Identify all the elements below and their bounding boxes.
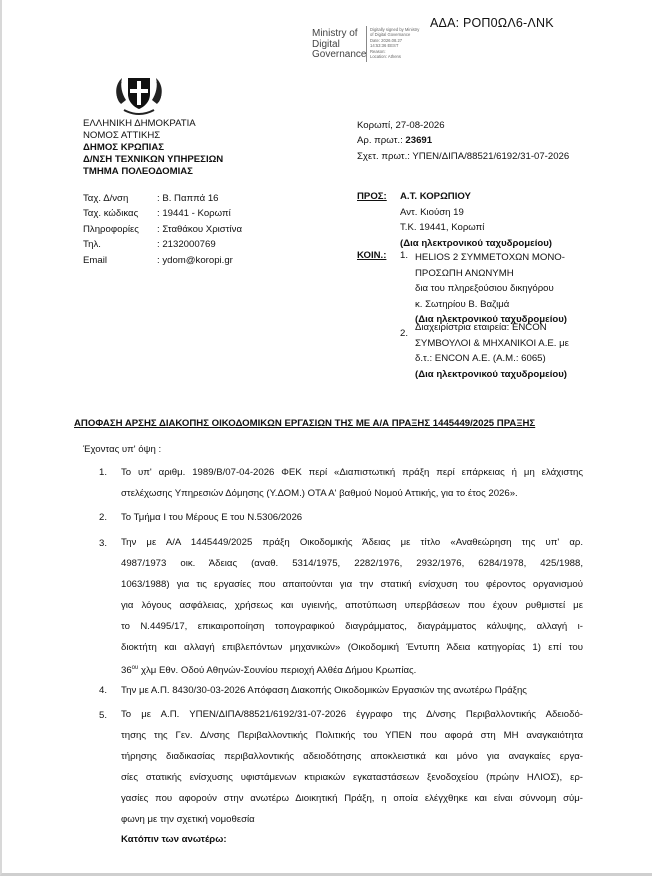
koin-note: (Δια ηλεκτρονικού ταχυδρομείου) (415, 368, 567, 380)
info-value: : Σταθάκου Χριστίνα (157, 223, 242, 235)
koin-line: Διαχειρίστρια εταιρεία: ENCON (415, 322, 547, 333)
info-label: Ταχ. κώδικας (83, 208, 139, 220)
ada-code: ΑΔΑ: ΡΟΠ0ΩΛ6-ΛΝΚ (430, 16, 554, 30)
item-number: 1. (99, 467, 108, 478)
koin-line: HELIOS 2 ΣΥΜΜΕΤΟΧΩΝ ΜΟΝΟ- (415, 252, 565, 263)
list-item (121, 462, 583, 504)
item-line-part: χλμ Εθν. Οδού Αθηνών-Σουνίου περιοχή Αλθέα Δήμου Κρωπίας. (138, 665, 417, 677)
protocol-number (357, 133, 569, 148)
info-value: : 2132000769 (157, 239, 216, 251)
list-item (121, 704, 583, 830)
recipient-name: Α.Τ. ΚΟΡΩΠΙΟΥ (400, 191, 471, 202)
closing-text: Κατόπιν των ανωτέρω: (121, 834, 227, 845)
item-number: 2. (99, 512, 108, 523)
koin-line: ΣΥΜΒΟΥΛΟΙ & ΜΗΧΑΝΙΚΟΙ Α.Ε. με (415, 337, 569, 349)
info-value: : 19441 - Κορωπί (157, 208, 231, 220)
signature-line: of Digital Governance (370, 32, 411, 38)
related-protocol: Σχετ. πρωτ.: ΥΠΕΝ/ΔΙΠΑ/88521/6192/31-07-2026 (357, 150, 570, 162)
koin-line: δια του πληρεξούσιου δικηγόρου (415, 283, 554, 294)
item-line: Το Τμήμα Ι του Μέρους Ε του Ν.5306/2026 (121, 512, 303, 523)
sender-info-labels (83, 191, 139, 268)
item-line: 4987/1973 οικ. Άδειας (αναθ. 5314/1975, 2282/1976, 2932/1976, 6284/1978, 425/1988, (121, 558, 583, 569)
sender-line: ΤΜΗΜΑ ΠΟΛΕΟΔΟΜΙΑΣ (83, 166, 193, 178)
ministry-line: Ministry of (312, 28, 358, 39)
item-line: Το υπ' αριθμ. 1989/Β/07-04-2026 ΦΕΚ περί «Διαπιστωτική πράξη περί επάρκειας ή μη ελάχιστης (121, 467, 583, 478)
koin-item-number: 1. (400, 250, 409, 261)
list-item (121, 680, 583, 701)
signature-line: Digitally signed by Ministry (370, 27, 420, 32)
item-number: 3. (99, 538, 108, 549)
info-value: : ydom@koropi.gr (157, 254, 233, 266)
item-line: για λόγους ασφάλειας, χρήσεως και υγιεινής, αποτύπωση υπερβάσεων που έχουν ρυθμιστεί με (121, 600, 583, 611)
signature-line: Location: Athens (370, 54, 401, 60)
intro-text: Έχοντας υπ' όψη : (83, 444, 162, 455)
recipient-block (400, 189, 552, 251)
info-value: : Β. Παππά 16 (157, 193, 219, 204)
recipient-note: (Δια ηλεκτρονικού ταχυδρομείου) (400, 237, 552, 249)
koin-note: (Δια ηλεκτρονικού ταχυδρομείου) (415, 314, 567, 325)
item-line: στελέχωσης Υπηρεσιών Δόμησης (Υ.ΔΟΜ.) ΟΤΑ Α' βαθμού Νομού Αττικής, για το έτος 2026». (121, 488, 518, 499)
item-number: 4. (99, 685, 108, 696)
recipient-line: Τ.Κ. 19441, Κορωπί (400, 222, 485, 234)
koin-item (415, 320, 569, 382)
koin-line: ΠΡΟΣΩΠΗ ΑΝΩΝΥΜΗ (415, 267, 514, 279)
item-line (121, 658, 583, 681)
item-number: 5. (99, 710, 108, 721)
signature-line: 14:53:36 EEST (370, 43, 399, 49)
item-line: το Ν.4495/17, επικαιροποίηση τοπογραφικού διαγράμματος, διαγράμματος κάλυψης, αλλαγή ι- (121, 621, 583, 632)
digital-signature-block (370, 27, 419, 59)
document-reference (357, 118, 569, 164)
item-line: σίες στατικής ενίσχυσης υφιστάμενων κτιριακών εγκαταστάσεων ξενοδοχείου (πρώην ΗΛΙΟΣ), ερ- (121, 772, 583, 783)
info-label: Πληροφορίες (83, 223, 139, 235)
info-label: Τηλ. (83, 239, 101, 251)
item-line: διοκτήτη και αλλαγή επιβλεπόντων μηχανικών» (Οικοδομική Έντυπη Άδεια κατηγορίας 1) επί του (121, 642, 583, 653)
protocol-label: Αρ. πρωτ.: (357, 135, 406, 147)
sender-line: ΕΛΛΗΝΙΚΗ ΔΗΜΟΚΡΑΤΙΑ (83, 118, 196, 129)
list-item (121, 507, 583, 528)
item-line: γασίες που αφορούν στην ανωτέρω Διοικητική Πράξη, η οποία ελέγχθηκε και είναι σύννομη σύμ- (121, 793, 583, 804)
item-line: Την με Α/Α 1445449/2025 πράξη Οικοδομικής Άδειας με τίτλο «Αναθεώρηση της υπ' αρ. (121, 537, 583, 548)
document-title: ΑΠΟΦΑΣΗ ΑΡΣΗΣ ΔΙΑΚΟΠΗΣ ΟΙΚΟΔΟΜΙΚΩΝ ΕΡΓΑΣΙΩΝ ΤΗΣ ΜΕ Α/Α ΠΡΑΞΗΣ 1445449/2025 ΠΡΑΞΗΣ (74, 418, 536, 429)
info-label: Ταχ. Δ/νση (83, 193, 129, 204)
sender-line: Δ/ΝΣΗ ΤΕΧΝΙΚΩΝ ΥΠΗΡΕΣΙΩΝ (83, 154, 224, 166)
signature-divider (366, 26, 367, 62)
item-line-part: 36 (121, 665, 132, 677)
ministry-logo-text (312, 29, 366, 61)
ministry-line: Governance (312, 49, 367, 60)
item-line: φωνη με την σχετική νομοθεσία (121, 814, 255, 825)
koin-line: δ.τ.: ENCON Α.Ε. (Α.Μ.: 6065) (415, 353, 546, 364)
info-label: Email (83, 254, 107, 266)
koin-line: κ. Σωτηρίου Β. Βαζιμά (415, 298, 510, 310)
sender-block (83, 118, 223, 178)
protocol-value: 23691 (405, 135, 433, 147)
koin-item-number: 2. (400, 328, 409, 339)
item-line: τήρησης διαδικασίας περιβαλλοντικής αδειοδότησης αποκλειστικά και μόνο για αναγκαίες εργα- (121, 751, 583, 762)
signature-line: Date: 2026.08.27 (370, 37, 403, 43)
list-item (121, 532, 583, 681)
recipient-label: ΠΡΟΣ: (357, 191, 387, 202)
greek-emblem-icon (112, 72, 166, 118)
item-line: Το με Α.Π. ΥΠΕΝ/ΔΙΠΑ/88521/6192/31-07-2026 έγγραφο της Δ/νσης Περιβαλλοντικής Αδειοδό- (121, 709, 583, 720)
koin-label: ΚΟΙΝ.: (357, 250, 387, 261)
place-date: Κορωπί, 27-08-2026 (357, 120, 445, 131)
signature-line: Reason: (370, 48, 386, 54)
ordinal-suffix: ου (131, 665, 139, 671)
sender-line: ΝΟΜΟΣ ΑΤΤΙΚΗΣ (83, 130, 161, 142)
item-line: Την με Α.Π. 8430/30-03-2026 Απόφαση Διακοπής Οικοδομικών Εργασιών της ανωτέρω Πράξης (121, 685, 527, 696)
recipient-line: Αντ. Κιούση 19 (400, 206, 464, 218)
item-line: 1063/1988) για τις εργασίες που απαιτούνται για την στατική ενίσχυση του φέροντος οργανισμού (121, 579, 583, 590)
item-line: τησης της Γεν. Δ/νσης Περιβαλλοντικής Πολιτικής του ΥΠΕΝ που αφορά στη ΜΗ αναγκαιότητα (121, 730, 583, 741)
sender-line: ΔΗΜΟΣ ΚΡΩΠΙΑΣ (83, 142, 164, 154)
ministry-line: Digital (312, 38, 340, 50)
koin-item (415, 250, 567, 328)
sender-info-values (157, 191, 242, 268)
